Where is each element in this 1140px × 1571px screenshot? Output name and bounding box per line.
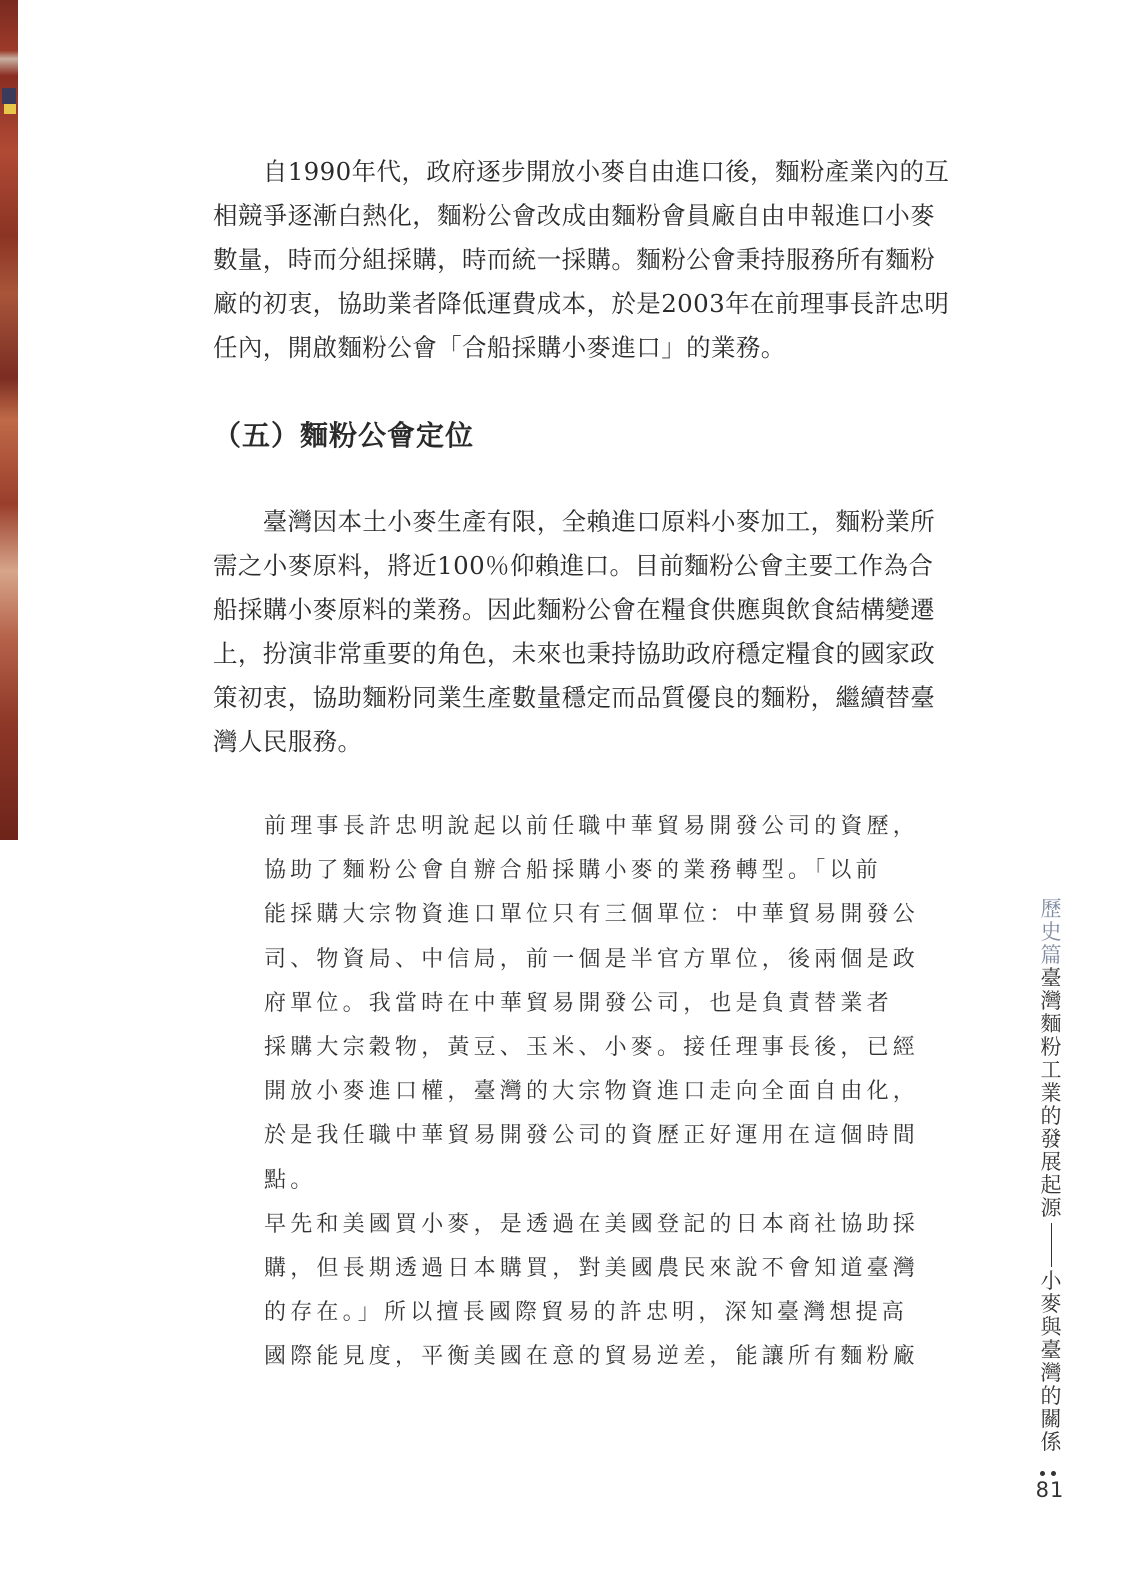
running-header-dash	[1051, 1223, 1052, 1267]
photo-detail	[2, 88, 16, 104]
quote-line: 前理事長許忠明說起以前任職中華貿易開發公司的資歷，	[264, 814, 920, 839]
quote-line: 國際能見度，平衡美國在意的貿易逆差，能讓所有麵粉廠	[264, 1344, 920, 1370]
paragraph-intro	[213, 150, 955, 370]
quote-line: 購，但長期透過日本購買，對美國農民來說不會知道臺灣	[264, 1256, 920, 1282]
quote-line: 於是我任職中華貿易開發公司的資歷正好運用在這個時間	[264, 1123, 920, 1149]
paragraph-line: 相競爭逐漸白熱化，麵粉公會改成由麵粉會員廠自由申報進口小麥	[213, 201, 936, 230]
quote-line: 協助了麵粉公會自辦合船採購小麥的業務轉型。「以前	[264, 858, 882, 884]
quote-line: 採購大宗穀物，黃豆、玉米、小麥。接任理事長後，已經	[264, 1035, 920, 1061]
paragraph-line: 數量，時而分組採購，時而統一採購。麵粉公會秉持服務所有麵粉	[213, 245, 936, 274]
quote-line: 早先和美國買小麥，是透過在美國登記的日本商社協助採	[264, 1211, 920, 1237]
running-header-subtitle: 小麥與臺灣的關係	[1040, 1269, 1062, 1454]
paragraph-line: 策初衷，協助麵粉同業生產數量穩定而品質優良的麵粉，繼續替臺	[213, 683, 936, 712]
quote-line: 點。	[264, 1167, 317, 1193]
paragraph-line: 自1990年代，政府逐步開放小麥自由進口後，麵粉產業內的互	[213, 157, 950, 186]
quote-line: 司、物資局、中信局，前一個是半官方單位，後兩個是政	[264, 946, 920, 972]
paragraph-line: 廠的初衷，協助業者降低運費成本，於是2003年在前理事長許忠明	[213, 289, 950, 318]
paragraph-line: 上，扮演非常重要的角色，未來也秉持協助政府穩定糧食的國家政	[213, 639, 936, 668]
interview-quote	[264, 805, 920, 1380]
photo-detail	[4, 104, 16, 114]
quote-line: 的存在。」所以擅長國際貿易的許忠明，深知臺灣想提高	[264, 1300, 909, 1326]
running-header-vertical	[1036, 898, 1066, 1454]
running-header-section: 歷史篇	[1040, 897, 1062, 967]
page-number-dots	[1038, 1471, 1060, 1477]
paragraph-line: 臺灣因本土小麥生產有限，全賴進口原料小麥加工，麵粉業所	[213, 507, 936, 536]
paragraph-line: 船採購小麥原料的業務。因此麵粉公會在糧食供應與飲食結構變遷	[213, 595, 936, 624]
running-header-book-title: 臺灣麵粉工業的發展起源	[1040, 966, 1062, 1220]
paragraph-line: 需之小麥原料，將近100％仰賴進口。目前麵粉公會主要工作為合	[213, 551, 934, 580]
section-heading: （五）麵粉公會定位	[213, 419, 475, 452]
page-number: 81	[1035, 1478, 1065, 1502]
paragraph-line: 灣人民服務。	[213, 727, 363, 756]
photo-edge-strip	[0, 0, 18, 840]
quote-line: 開放小麥進口權，臺灣的大宗物資進口走向全面自由化，	[264, 1079, 920, 1105]
quote-line: 能採購大宗物資進口單位只有三個單位：中華貿易開發公	[264, 902, 920, 928]
paragraph-positioning	[213, 500, 955, 764]
quote-line: 府單位。我當時在中華貿易開發公司，也是負責替業者	[264, 990, 893, 1016]
paragraph-line: 任內，開啟麵粉公會「合船採購小麥進口」的業務。	[213, 333, 786, 362]
